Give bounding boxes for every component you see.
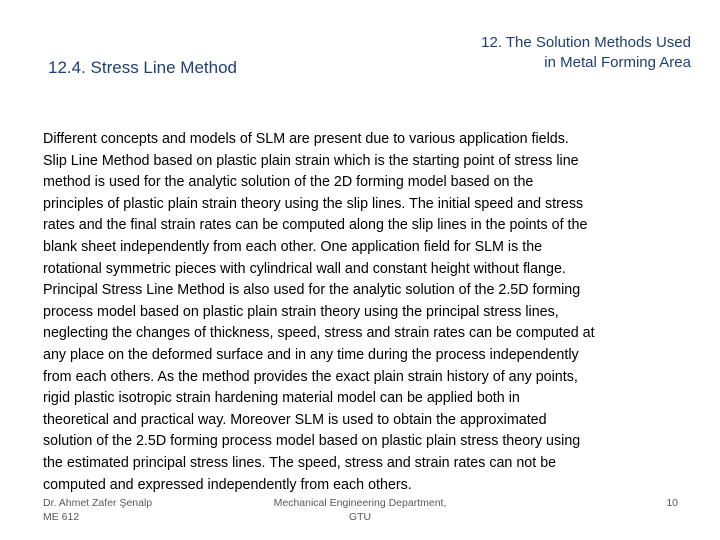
body-line: computed and expressed independently from each others. [43,476,412,493]
footer-institution: GTU [348,511,372,523]
body-line: rigid plastic isotropic strain hardening material model can be applied both in [43,390,520,407]
body-line: rates and the final strain rates can be computed along the slip lines in the points of the [43,217,588,234]
section-title: 12.4. Stress Line Method [48,58,238,77]
body-line: method is used for the analytic solution of the 2D forming model based on the [43,174,534,191]
body-line: process model based on plastic plain strain theory using the principal stress lines, [43,303,559,320]
footer-author [43,496,152,524]
body-line: Slip Line Method based on plastic plain strain which is the starting point of stress line [43,152,579,169]
body-line: theoretical and practical way. Moreover SLM is used to obtain the approximated [43,411,547,428]
chapter-title-line: 12. The Solution Methods Used [481,34,691,51]
body-line: Principal Stress Line Method is also used for the analytic solution of the 2.5D forming [43,282,581,299]
body-line: rotational symmetric pieces with cylindrical wall and constant height without flange. [43,260,566,277]
body-line: Different concepts and models of SLM are present due to various application fields. [43,131,569,147]
body-line: neglecting the changes of thickness, speed, stress and strain rates can be computed at [43,325,595,342]
footer-author-name: Dr. Ahmet Zafer Şenalp [43,497,153,509]
footer-department [250,496,470,524]
chapter-title-line: in Metal Forming Area [544,54,691,71]
body-line: any place on the deformed surface and in any time during the process independently [43,346,579,363]
chapter-title [391,33,691,73]
body-line: blank sheet independently from each other. One application field for SLM is the [43,238,543,255]
footer-course-code: ME 612 [43,511,80,523]
body-line: the estimated principal stress lines. The speed, stress and strain rates can not be [43,454,557,471]
page-number: 10 [666,497,678,509]
footer-department-name: Mechanical Engineering Department, [273,497,447,509]
body-text [43,129,683,496]
body-line: principles of plastic plain strain theory using the slip lines. The initial speed and stress [43,195,584,212]
body-line: from each others. As the method provides the exact plain strain history of any points, [43,368,578,385]
body-line: solution of the 2.5D forming process model based on plastic plain stress theory using [43,433,581,450]
